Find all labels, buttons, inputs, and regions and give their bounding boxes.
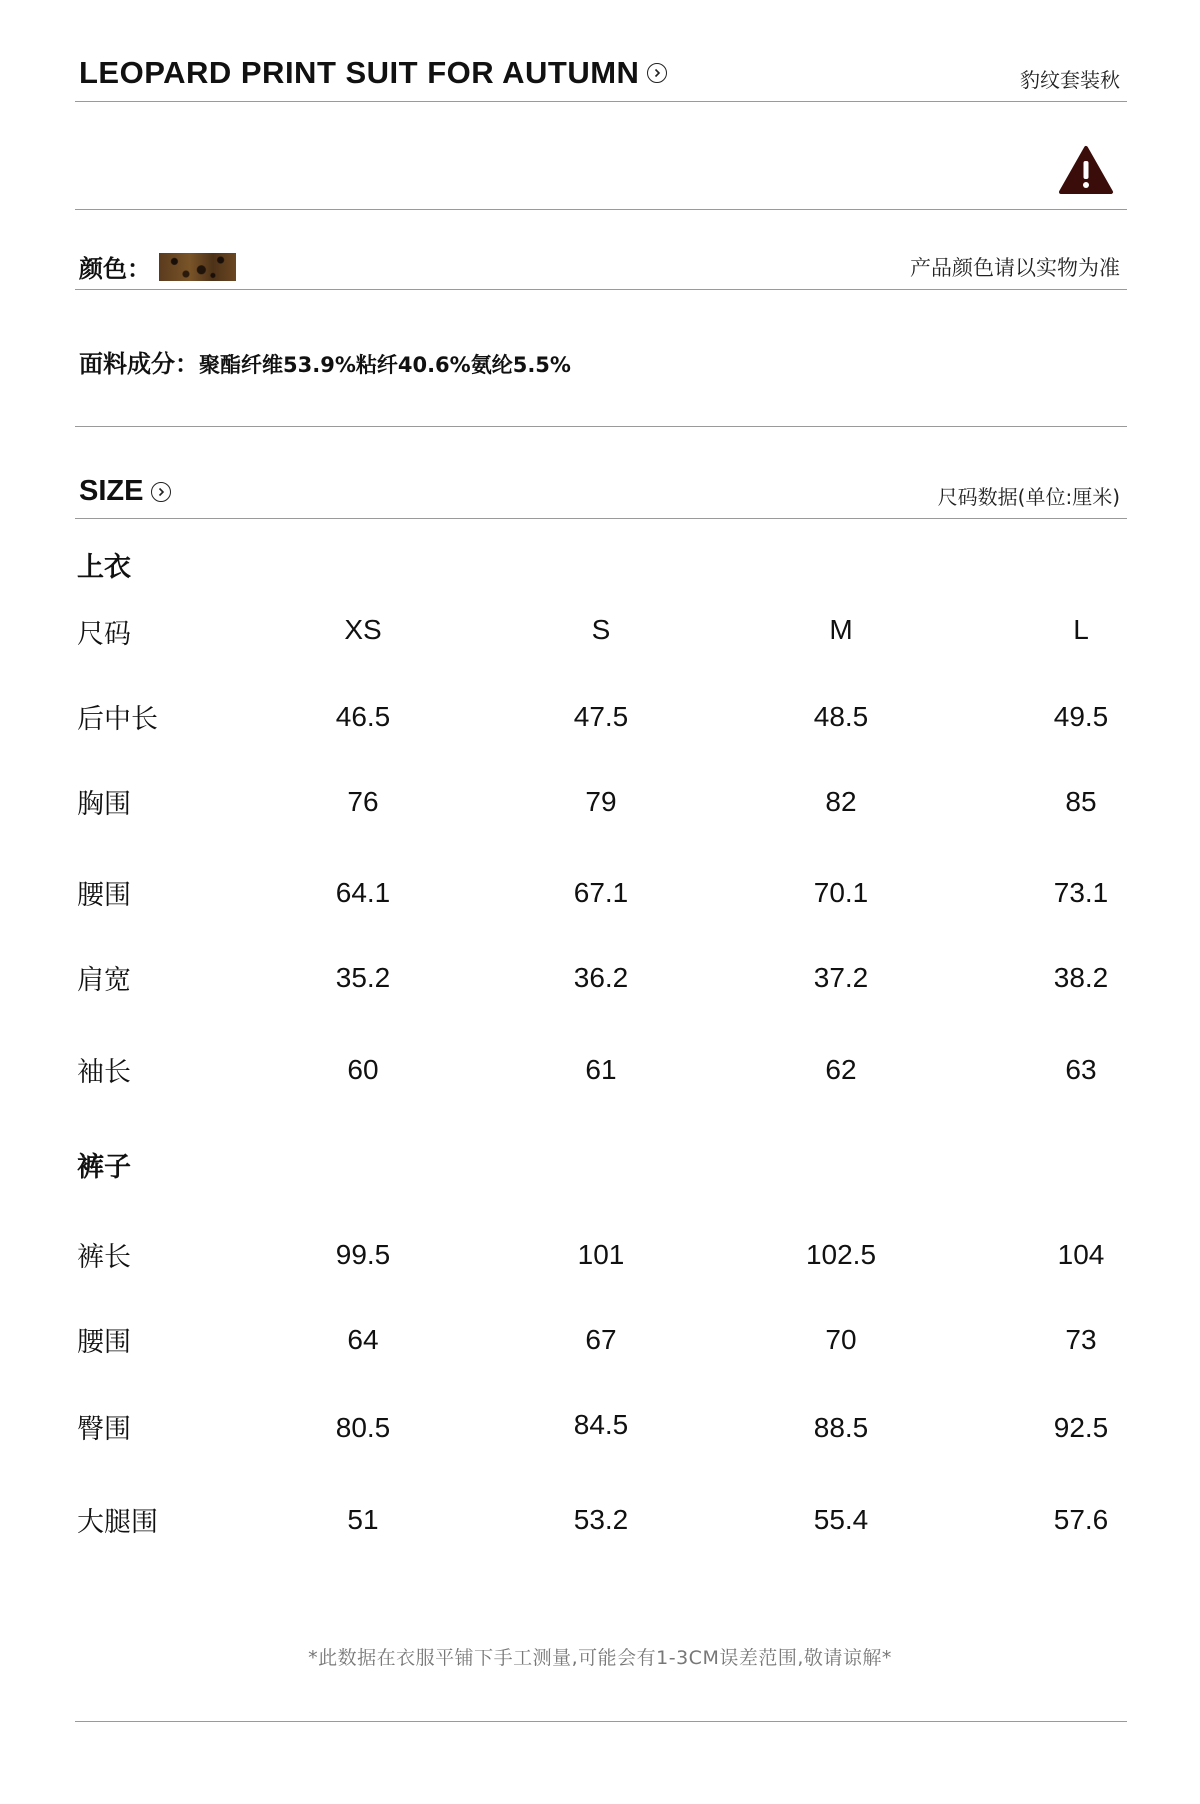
cell-value: 80.5 — [335, 1412, 391, 1443]
row-label: 腰围 — [77, 880, 131, 911]
cell-value: 84.5 — [573, 1409, 629, 1440]
cell-value: 92.5 — [1053, 1412, 1109, 1443]
divider — [75, 209, 1127, 210]
divider — [75, 518, 1127, 519]
warning-triangle-icon — [1058, 145, 1114, 195]
divider — [75, 101, 1127, 102]
cell-value: 48.5 — [813, 701, 869, 732]
product-title — [79, 55, 667, 91]
cell-value: 35.2 — [335, 962, 391, 993]
size-col-xs: XS — [344, 614, 382, 645]
size-heading — [79, 475, 171, 508]
product-title-cn: 豹纹套装秋 — [1020, 68, 1120, 92]
cell-value: 82 — [825, 786, 857, 817]
cell-value: 64 — [347, 1324, 379, 1355]
cell-value: 38.2 — [1053, 962, 1109, 993]
cell-value: 67 — [585, 1324, 617, 1355]
row-label: 肩宽 — [77, 965, 131, 996]
section-title-top: 上衣 — [77, 552, 131, 583]
cell-value: 62 — [825, 1054, 857, 1085]
row-label: 袖长 — [77, 1057, 131, 1088]
cell-value: 73.1 — [1053, 877, 1109, 908]
size-col-s: S — [591, 614, 611, 645]
cell-value: 46.5 — [335, 701, 391, 732]
cell-value: 85 — [1065, 786, 1097, 817]
cell-value: 67.1 — [573, 877, 629, 908]
row-label: 大腿围 — [77, 1507, 158, 1538]
cell-value: 60 — [347, 1054, 379, 1085]
row-label: 后中长 — [77, 704, 158, 735]
cell-value: 57.6 — [1053, 1504, 1109, 1535]
size-col-m: M — [829, 614, 853, 645]
cell-value: 88.5 — [813, 1412, 869, 1443]
size-heading-text: SIZE — [79, 475, 144, 507]
color-label: 颜色： — [79, 255, 151, 283]
fabric-value: 聚酯纤维53.9%粘纤40.6%氨纶5.5% — [199, 353, 571, 377]
cell-value: 51 — [347, 1504, 379, 1535]
cell-value: 104 — [1057, 1239, 1105, 1270]
cell-value: 99.5 — [335, 1239, 391, 1270]
cell-value: 55.4 — [813, 1504, 869, 1535]
cell-value: 47.5 — [573, 701, 629, 732]
measurement-footnote: *此数据在衣服平铺下手工测量,可能会有1-3CM误差范围,敬请谅解* — [308, 1647, 892, 1669]
chevron-right-icon[interactable] — [647, 63, 667, 83]
row-label: 腰围 — [77, 1327, 131, 1358]
fabric-label: 面料成分： — [79, 350, 199, 378]
divider — [75, 289, 1127, 290]
cell-value: 37.2 — [813, 962, 869, 993]
cell-value: 70 — [825, 1324, 857, 1355]
size-header-label: 尺码 — [77, 619, 131, 650]
cell-value: 101 — [577, 1239, 625, 1270]
fabric-composition — [79, 344, 571, 379]
cell-value: 70.1 — [813, 877, 869, 908]
cell-value: 53.2 — [573, 1504, 629, 1535]
cell-value: 49.5 — [1053, 701, 1109, 732]
cell-value: 61 — [585, 1054, 617, 1085]
cell-value: 36.2 — [573, 962, 629, 993]
cell-value: 79 — [585, 786, 617, 817]
cell-value: 76 — [347, 786, 379, 817]
product-title-text: LEOPARD PRINT SUIT FOR AUTUMN — [79, 55, 640, 90]
cell-value: 102.5 — [805, 1239, 877, 1270]
row-label: 胸围 — [77, 789, 131, 820]
divider — [75, 426, 1127, 427]
color-field — [79, 249, 236, 284]
size-unit-note: 尺码数据(单位:厘米) — [937, 485, 1120, 509]
size-col-l: L — [1073, 614, 1089, 645]
row-label: 臀围 — [77, 1414, 131, 1445]
cell-value: 73 — [1065, 1324, 1097, 1355]
row-label: 裤长 — [77, 1242, 131, 1273]
cell-value: 64.1 — [335, 877, 391, 908]
cell-value: 63 — [1065, 1054, 1097, 1085]
color-swatch — [159, 253, 236, 281]
section-title-pants: 裤子 — [77, 1152, 131, 1183]
divider — [75, 1721, 1127, 1722]
color-note: 产品颜色请以实物为准 — [910, 256, 1120, 280]
chevron-right-icon[interactable] — [151, 482, 171, 502]
